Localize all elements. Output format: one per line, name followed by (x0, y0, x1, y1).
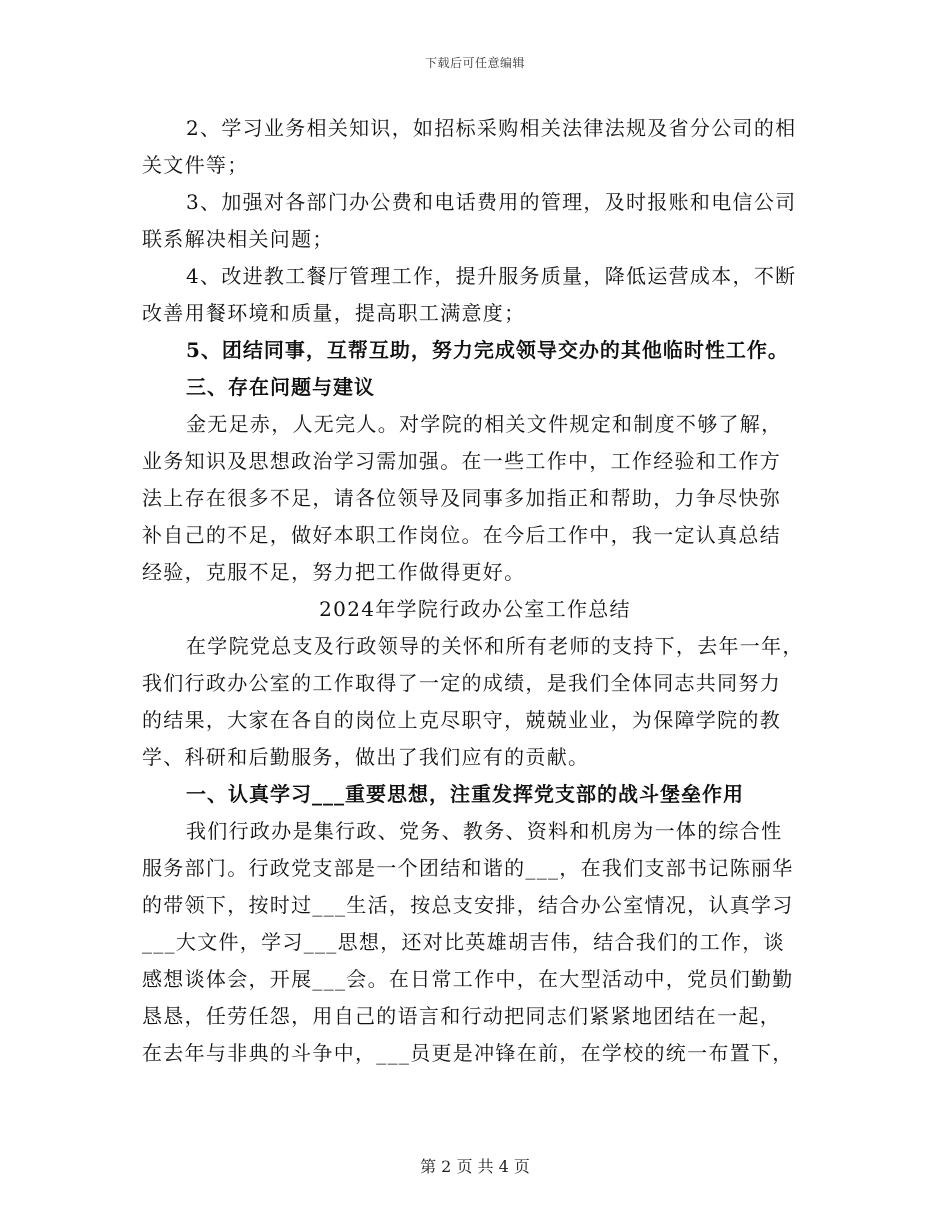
section-heading-study: 一、认真学习___重要思想，注重发挥党支部的战斗堡垒作用 (186, 782, 744, 806)
list-item-3-line-2: 联系解决相关问题； (142, 227, 334, 251)
document-body (142, 110, 808, 1072)
paragraph-line: 我们行政办是集行政、党务、教务、资料和机房为一体的综合性 (186, 819, 783, 843)
paragraph-line: 法上存在很多不足，请各位领导及同事多加指正和帮助，力争尽快弥 (142, 486, 781, 510)
paragraph-line: 恳恳，任劳任怨，用自己的语言和行动把同志们紧紧地团结在一起， (142, 1004, 781, 1028)
paragraph-line: 业务知识及思想政治学习需加强。在一些工作中，工作经验和工作方 (142, 449, 781, 473)
paragraph-line: 补自己的不足，做好本职工作岗位。在今后工作中，我一定认真总结 (142, 523, 781, 547)
page-number-footer: 第 2 页 共 4 页 (420, 1157, 530, 1176)
list-item-4-line-1: 4、改进教工餐厅管理工作，提升服务质量，降低运营成本，不断 (186, 264, 797, 288)
paragraph-line: 我们行政办公室的工作取得了一定的成绩，是我们全体同志共同努力 (142, 671, 781, 695)
page-header-note: 下载后可任意编辑 (424, 56, 525, 70)
paragraph-line: 学、科研和后勤服务，做出了我们应有的贡献。 (142, 745, 590, 769)
paragraph-line: 在去年与非典的斗争中，___员更是冲锋在前，在学校的统一布置下， (142, 1041, 794, 1065)
list-item-2-line-1: 2、学习业务相关知识，如招标采购相关法律法规及省分公司的相 (186, 116, 797, 140)
list-item-2-line-2: 关文件等； (142, 153, 249, 177)
paragraph-line: 在学院党总支及行政领导的关怀和所有老师的支持下，去年一年， (186, 634, 804, 658)
section-heading-problems: 三、存在问题与建议 (186, 375, 375, 399)
paragraph-line: 的结果，大家在各自的岗位上克尽职守，兢兢业业，为保障学院的教 (142, 708, 781, 732)
paragraph-line: 金无足赤，人无完人。对学院的相关文件规定和制度不够了解， (186, 412, 783, 436)
paragraph-line: 经验，克服不足，努力把工作做得更好。 (142, 560, 526, 584)
paragraph-line: 感想谈体会，开展___会。在日常工作中，在大型活动中，党员们勤勤 (142, 967, 794, 991)
paragraph-line: ___大文件，学习___思想，还对比英雄胡吉伟，结合我们的工作，谈 (142, 930, 785, 954)
list-item-4-line-2: 改善用餐环境和质量，提高职工满意度； (142, 301, 526, 325)
list-item-3-line-1: 3、加强对各部门办公费和电话费用的管理，及时报账和电信公司 (186, 190, 797, 214)
paragraph-line: 服务部门。行政党支部是一个团结和谐的___，在我们支部书记陈丽华 (142, 856, 794, 880)
paragraph-line: 的带领下，按时过___生活，按总支安排，结合办公室情况，认真学习 (142, 893, 794, 917)
list-item-5-bold: 5、团结同事，互帮互助，努力完成领导交办的其他临时性工作。 (186, 338, 789, 362)
document-title: 2024年学院行政办公室工作总结 (319, 597, 631, 621)
